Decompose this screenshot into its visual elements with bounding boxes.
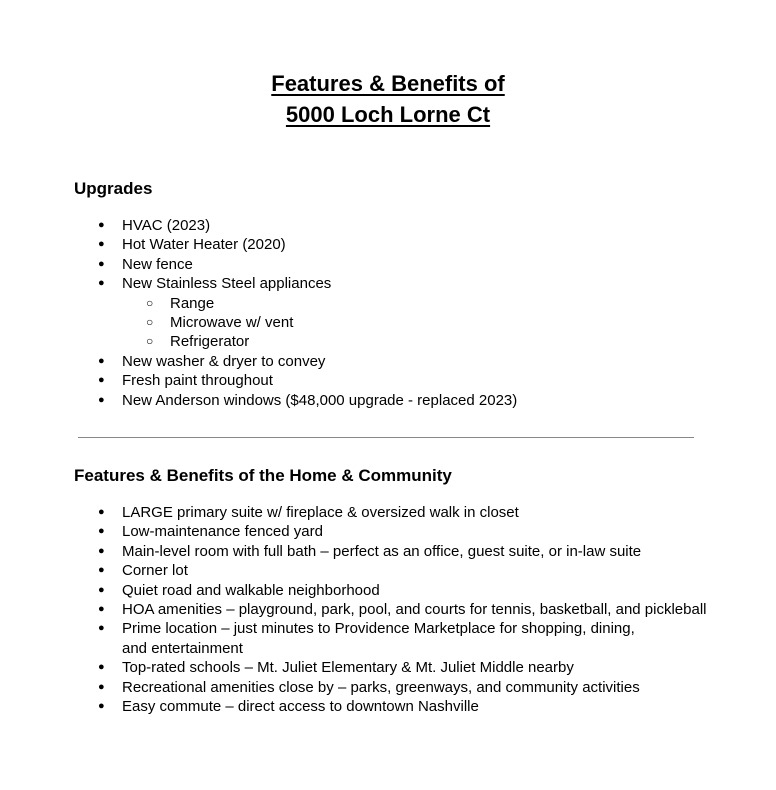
list-item [0,216,722,235]
bullet-icon: ● [98,564,105,577]
page-title [0,68,776,130]
title-line-1: Features & Benefits of [271,71,505,96]
list-item-text: Prime location – just minutes to Providence Marketplace for shopping, dining, and entertainment [122,620,635,657]
bullet-icon: ● [98,374,105,387]
bullet-icon: ● [98,393,105,406]
list-item-text: New washer & dryer to convey [122,352,326,370]
sub-list-item [0,313,770,332]
bullet-icon: ● [98,525,105,538]
list-item-text: Low-maintenance fenced yard [122,523,323,541]
list-item [0,697,722,716]
list-item-text: Quiet road and walkable neighborhood [122,581,380,599]
hollow-bullet-icon: ○ [146,334,154,349]
bullet-icon: ● [98,238,105,251]
title-line-2: 5000 Loch Lorne Ct [285,102,491,127]
upgrades-heading: Upgrades [74,179,153,198]
bullet-icon: ● [98,603,105,616]
list-item [0,658,722,677]
list-item-text: Fresh paint throughout [122,372,273,390]
list-item-text: HVAC (2023) [122,217,211,234]
list-item-text: LARGE primary suite w/ fireplace & oversized walk in closet [122,504,519,521]
list-item-text: Recreational amenities close by – parks, greenways, and community activities [122,678,640,696]
sub-list-item-text: Range [170,294,215,312]
sub-list-item-text: Microwave w/ vent [170,314,294,332]
list-item-text: New Stainless Steel appliances [122,275,332,293]
list-item-text: Top-rated schools – Mt. Juliet Elementary & Mt. Juliet Middle nearby [122,659,574,677]
bullet-icon: ● [98,277,105,290]
sub-list-item-text: Refrigerator [170,333,250,351]
bullet-icon: ● [98,257,105,270]
list-item [0,391,722,410]
list-item [0,619,662,658]
bullet-icon: ● [98,700,105,713]
features-heading: Features & Benefits of the Home & Community [74,466,452,485]
bullet-icon: ● [98,354,105,367]
sub-list-item [0,332,770,351]
bullet-icon: ● [98,506,105,518]
list-item-text: Easy commute – direct access to downtown Nashville [122,698,479,716]
list-item [0,371,722,390]
list-item-text: Main-level room with full bath – perfect as an office, guest suite, or in-law suite [122,542,642,560]
list-item-text: Hot Water Heater (2020) [122,236,286,254]
list-item [0,581,722,600]
list-item-text: New fence [122,255,193,273]
list-item-text: HOA amenities – playground, park, pool, and courts for tennis, basketball, and pickleball [122,601,707,619]
bullet-icon: ● [98,622,105,635]
list-item [0,255,722,274]
bullet-icon: ● [98,583,105,596]
hollow-bullet-icon: ○ [146,315,154,330]
upgrades-list [0,216,770,410]
list-item [0,522,722,541]
bullet-icon: ● [98,219,105,231]
hollow-bullet-icon: ○ [146,295,154,310]
bullet-icon: ● [98,680,105,693]
sub-list-item [0,294,770,313]
list-item [0,561,722,580]
list-item [0,274,722,293]
list-item [0,503,722,522]
list-item-text: Corner lot [122,562,188,580]
bullet-icon: ● [98,661,105,674]
list-item [0,600,742,619]
list-item [0,678,722,697]
list-item-text: New Anderson windows ($48,000 upgrade - replaced 2023) [122,391,518,409]
list-item [0,235,722,254]
section-divider [78,437,694,438]
bullet-icon: ● [98,544,105,557]
list-item [0,352,722,371]
list-item [0,542,722,561]
features-list [0,503,742,716]
